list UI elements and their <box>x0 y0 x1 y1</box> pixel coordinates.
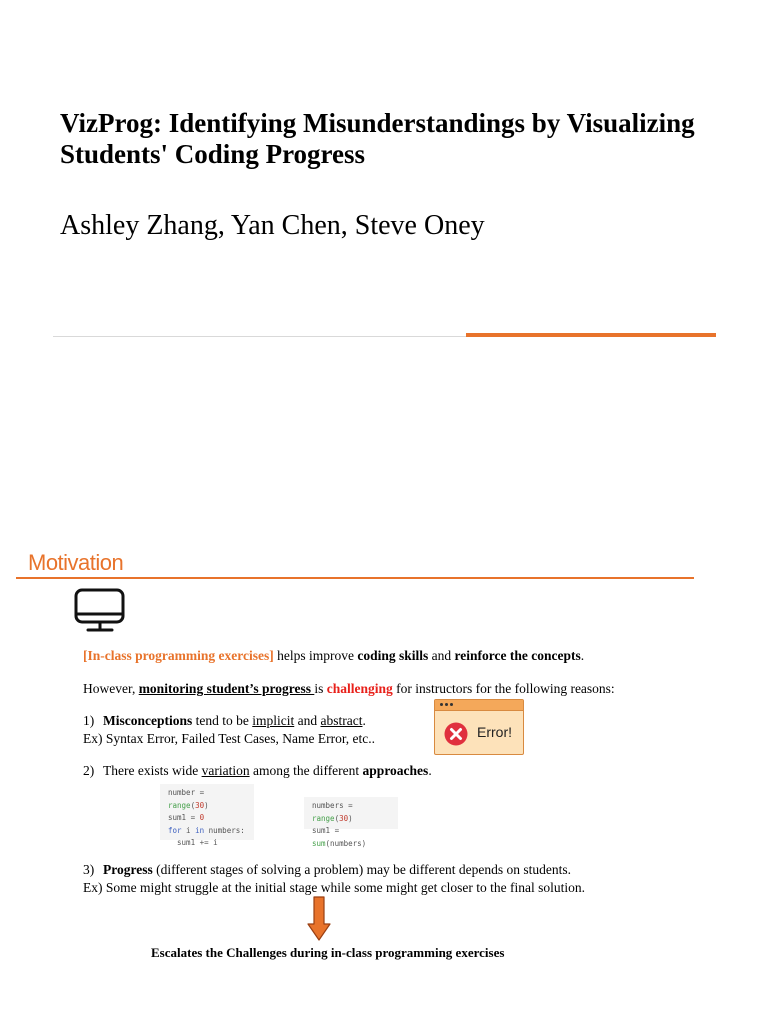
page-title: VizProg: Identifying Misunderstandings by Visualizing Students' Coding Progress <box>60 108 695 169</box>
reason-3-example: Ex) Some might struggle at the initial stage while some might get closer to the final solution. <box>83 880 586 895</box>
motivation-underline <box>16 577 694 579</box>
reason-1-example: Ex) Syntax Error, Failed Test Cases, Name Error, etc.. <box>83 731 376 746</box>
motivation-heading: Motivation <box>28 550 124 575</box>
paragraph-however: However, monitoring student’s progress is challenging for instructors for the following reasons: <box>83 681 615 696</box>
arrow-down-icon <box>307 896 331 942</box>
divider-orange <box>466 333 716 337</box>
window-titlebar <box>435 700 523 711</box>
reason-2: 2) There exists wide variation among the different approaches. <box>83 763 432 778</box>
divider-grey <box>53 336 467 337</box>
error-window-illustration <box>434 699 524 755</box>
error-label: Error! <box>477 724 512 740</box>
bracket-text: [In-class programming exercises] <box>83 648 274 663</box>
reason-3: 3) Progress (different stages of solving a problem) may be different depends on students. <box>83 862 572 877</box>
paragraph-intro: [In-class programming exercises] helps improve coding skills and reinforce the concepts. <box>83 648 585 663</box>
code-snippet-sum: numbers = range(30) sum1 = sum(numbers) <box>304 797 398 829</box>
authors: Ashley Zhang, Yan Chen, Steve Oney <box>60 210 485 241</box>
error-x-icon <box>444 722 468 746</box>
conclusion-text: Escalates the Challenges during in-class programming exercises <box>151 945 505 960</box>
reason-1: 1) Misconceptions tend to be implicit and abstract. <box>83 713 366 728</box>
code-snippet-loop: number = range(30) sum1 = 0 for i in numbers: sum1 += i <box>160 784 254 840</box>
monitor-icon <box>74 587 126 635</box>
